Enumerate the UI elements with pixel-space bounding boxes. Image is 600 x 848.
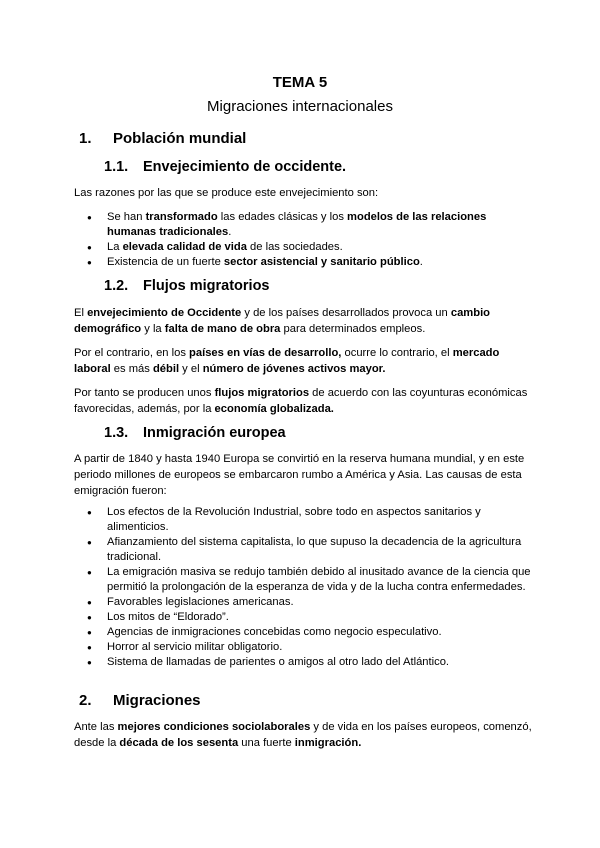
bullet-list (86, 210, 536, 270)
list-item: ● Sistema de llamadas de parientes o amigos al otro lado del Atlántico. (86, 655, 536, 670)
paragraph: A partir de 1840 y hasta 1940 Europa se convirtió en la reserva humana mundial, y en este periodo millones de europeos se embarcaron rumbo a América y Asia. Las causas de esta emigración fueron: (74, 453, 525, 497)
section-number: 2. (79, 692, 92, 709)
paragraph: El envejecimiento de Occidente y de los países desarrollados provoca un cambio demográfico y la falta de mano de obra para determinados empleos. (74, 307, 491, 335)
paragraph: Por tanto se producen unos flujos migratorios de acuerdo con las coyunturas económicas favorecidas, además, por la economía globalizada. (74, 387, 528, 415)
list-item: ● La elevada calidad de vida de las sociedades. (86, 240, 536, 255)
list-item: ● Agencias de inmigraciones concebidas como negocio especulativo. (86, 625, 536, 640)
subsection-1-2-heading (104, 278, 270, 294)
subsection-number: 1.3. (104, 425, 129, 441)
subsection-1-1-heading (104, 159, 346, 175)
list-item: ● Los mitos de “Eldorado”. (86, 610, 536, 625)
paragraph: Las razones por las que se produce este envejecimiento son: (74, 187, 379, 199)
subsection-title: Inmigración europea (143, 425, 286, 441)
section-title: Población mundial (113, 130, 247, 147)
list-item: ● Horror al servicio militar obligatorio. (86, 640, 536, 655)
document-title: TEMA 5 (272, 74, 328, 91)
section-number: 1. (79, 130, 92, 147)
document-subtitle: Migraciones internacionales (207, 98, 393, 115)
bullet-list (86, 505, 536, 670)
list-item: ● Existencia de un fuerte sector asistencial y sanitario público. (86, 255, 536, 270)
subsection-1-3-heading (104, 425, 286, 441)
list-item: ● Afianzamiento del sistema capitalista, lo que supuso la decadencia de la agricultura tradicional. (86, 535, 536, 565)
section-1-heading (79, 130, 246, 147)
list-item: ● Los efectos de la Revolución Industrial, sobre todo en aspectos sanitarios y alimenticios. (86, 505, 536, 535)
subsection-title: Flujos migratorios (143, 278, 270, 294)
paragraph: Ante las mejores condiciones sociolaborales y de vida en los países europeos, comenzó, desde la década de los sesenta una fuerte inmigración. (74, 721, 532, 749)
section-title: Migraciones (113, 692, 201, 709)
section-2-heading (79, 692, 201, 709)
subsection-number: 1.1. (104, 159, 129, 175)
list-item: ● Favorables legislaciones americanas. (86, 595, 536, 610)
subsection-number: 1.2. (104, 278, 129, 294)
list-item: ● Se han transformado las edades clásicas y los modelos de las relaciones humanas tradicionales. (86, 210, 536, 240)
subsection-title: Envejecimiento de occidente. (143, 159, 347, 175)
list-item: ● La emigración masiva se redujo también debido al inusitado avance de la ciencia que permitió la prolongación de la esperanza de vida y de la lucha contra enfermedades. (86, 565, 536, 595)
paragraph: Por el contrario, en los países en vías de desarrollo, ocurre lo contrario, el mercado laboral es más débil y el número de jóvenes activos mayor. (74, 347, 500, 375)
